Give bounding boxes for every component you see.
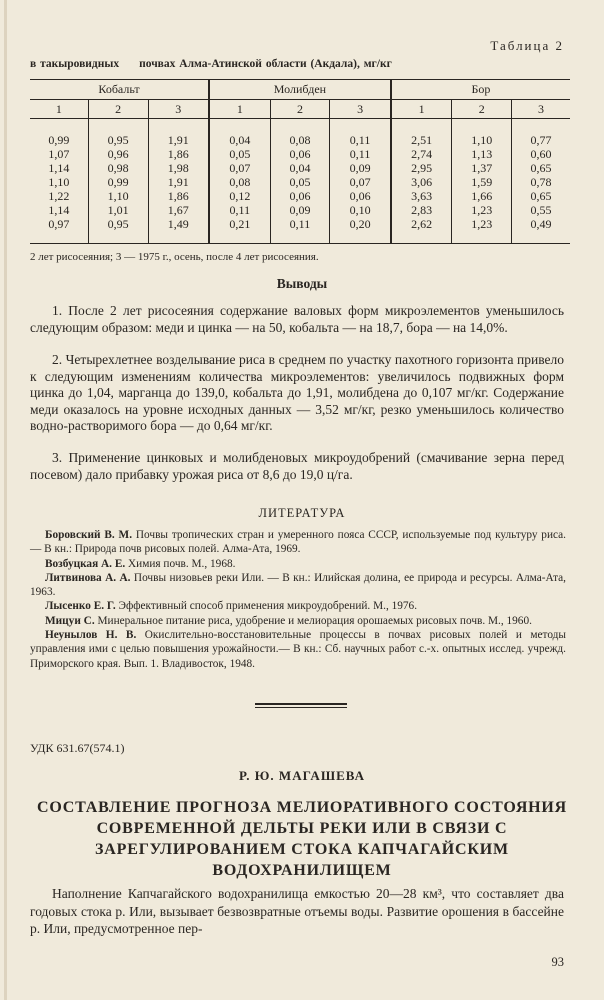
table-column — [270, 119, 330, 244]
table-cell: 0,99 — [107, 175, 129, 189]
table-cell: 0,07 — [229, 161, 251, 175]
reference-item — [30, 557, 566, 571]
table-footnote: 2 лет рисосеяния; 3 — 1975 г., осень, после 4 лет рисосеяния. — [30, 251, 319, 263]
table-column — [148, 119, 209, 244]
table-cell: 1,10 — [48, 175, 70, 189]
table-cell: 1,98 — [167, 161, 189, 175]
table-cell: 1,10 — [107, 189, 129, 203]
article-body: Наполнение Капчагайского водохранилища емкостью 20—28 км³, что составляет два годовых стока р. Или, вызывает безвозвратные отъемы воды. Развитие орошения в бассейне р. Или, предусмотренное пер- — [30, 886, 564, 936]
table-cell: 1,23 — [471, 203, 493, 217]
caption-right: почвах Алма-Атинской области (Акдала), мг/кг — [139, 58, 392, 70]
subheader: 3 — [330, 100, 391, 119]
udk-code: УДК 631.67(574.1) — [30, 741, 125, 755]
table-cell: 0,60 — [530, 147, 552, 161]
section-divider — [255, 703, 347, 710]
table-cell: 2,95 — [411, 161, 433, 175]
table-cell: 1,13 — [471, 147, 493, 161]
table-cell: 3,63 — [411, 189, 433, 203]
table-cell: 2,74 — [411, 147, 433, 161]
data-table — [30, 79, 570, 244]
table-cell: 0,10 — [349, 203, 371, 217]
reference-author: Боровский В. М. — [45, 529, 133, 541]
table-cell: 3,06 — [411, 175, 433, 189]
reference-author: Мицуи С. — [45, 614, 95, 627]
reference-item — [30, 571, 566, 600]
table-cell: 1,86 — [167, 189, 189, 203]
table-cell: 1,14 — [48, 203, 70, 217]
reference-text: Почвы тропических стран и умеренного пояса СССР, используемые под культуру риса. — В кн.: Природа почв рисовых полей. Алма-Ата, 1969. — [30, 529, 566, 556]
caption-left: в такыровидных — [30, 58, 120, 70]
table-label: Таблица 2 — [490, 38, 564, 53]
reference-item — [30, 628, 566, 671]
table-cell: 2,83 — [411, 203, 433, 217]
table-cell: 0,95 — [107, 217, 129, 231]
subheader: 2 — [452, 100, 512, 119]
article-title: СОСТАВЛЕНИЕ ПРОГНОЗА МЕЛИОРАТИВНОГО СОСТОЯНИЯ СОВРЕМЕННОЙ ДЕЛЬТЫ РЕКИ ИЛИ В СВЯЗИ С ЗАРЕГУЛИРОВАНИЕМ СТОКА КАПЧАГАЙСКИМ ВОДОХРАНИЛИЩЕМ — [36, 799, 568, 879]
table-cell: 2,51 — [411, 133, 433, 147]
table-column — [391, 119, 452, 244]
table-cell: 1,49 — [167, 217, 189, 231]
table-cell: 2,62 — [411, 217, 433, 231]
conclusions-title: Выводы — [276, 276, 328, 291]
table-cell: 0,09 — [349, 161, 371, 175]
reference-text: Минеральное питание риса, удобрение и мелиорация орошаемых рисовых почв. М., 1960. — [97, 614, 532, 627]
table-column — [30, 119, 88, 244]
table-cell: 0,96 — [107, 147, 129, 161]
page-edge-shadow — [4, 0, 7, 1000]
table-cell: 1,37 — [471, 161, 493, 175]
table-cell: 1,22 — [48, 189, 70, 203]
conclusion-item-2: 2. Четырехлетнее возделывание риса в среднем по участку пахотного горизонта привело к следующим изменениям количества микроэлементов: увеличилось подвижных форм цинка до 1,04, марганца до 139,0, кобальта до 1,91, молибдена до 0,107 мг/кг. Содержание меди оказалось на уровне исходных данных — 3,52 мг/кг, резко уменьшилось количество водно-растворимого бора — до 0,64 мг/кг. — [30, 352, 564, 433]
table-column — [512, 119, 570, 244]
subheader: 1 — [391, 100, 452, 119]
article-author: Р. Ю. МАГАШЕВА — [238, 768, 366, 783]
reference-author: Лысенко Е. Г. — [45, 600, 116, 613]
group-molybdenum: Молибден — [209, 80, 391, 100]
table-cell: 1,91 — [167, 133, 189, 147]
table-caption — [30, 58, 392, 70]
table-cell: 0,11 — [349, 147, 371, 161]
table-cell: 0,11 — [229, 203, 251, 217]
table-cell: 0,55 — [530, 203, 552, 217]
subheader: 2 — [88, 100, 148, 119]
subheader: 3 — [148, 100, 209, 119]
table-cell: 0,04 — [289, 161, 311, 175]
table-cell: 0,11 — [289, 217, 311, 231]
table-cell: 1,59 — [471, 175, 493, 189]
reference-author: Неунылов Н. В. — [45, 629, 137, 642]
table-cell: 1,66 — [471, 189, 493, 203]
reference-item — [30, 599, 566, 613]
subheader: 1 — [30, 100, 88, 119]
table-cell: 0,09 — [289, 203, 311, 217]
table-cell: 1,67 — [167, 203, 189, 217]
reference-text: Окислительно-восстановительные процессы в почвах рисовых полей и методы управления ими с целью повышения урожайности.— В кн.: Сб. научных работ с.-х. опытных исслед. учрежд. Приморского края. Вып. 1. Владивосток, 1948. — [30, 629, 566, 670]
table-column — [452, 119, 512, 244]
table-cell: 0,95 — [107, 133, 129, 147]
table-cell: 0,08 — [289, 133, 311, 147]
reference-text: Эффективный способ применения микроудобрений. М., 1976. — [118, 600, 418, 613]
table-cell: 1,01 — [107, 203, 129, 217]
table-cell: 0,49 — [530, 217, 552, 231]
reference-item — [30, 614, 566, 628]
page-number: 93 — [551, 955, 564, 969]
reference-author: Возбуцкая А. Е. — [45, 557, 126, 570]
conclusion-item-1: 1. После 2 лет рисосеяния содержание валовых форм микроэлементов уменьшилось следующим образом: меди и цинка — на 50, кобальта — на 18,7, бора — на 14,0%. — [30, 303, 564, 335]
table-cell: 0,12 — [229, 189, 251, 203]
table-column — [330, 119, 391, 244]
table-cell: 1,14 — [48, 161, 70, 175]
table-cell: 0,08 — [229, 175, 251, 189]
table-cell: 1,91 — [167, 175, 189, 189]
reference-text: Почвы низовьев реки Или. — В кн.: Илийская долина, ее природа и ресурсы. Алма-Ата, 1963. — [30, 571, 566, 599]
table-cell: 0,06 — [289, 189, 311, 203]
table-column — [88, 119, 148, 244]
table-cell: 0,05 — [289, 175, 311, 189]
group-boron: Бор — [391, 80, 570, 100]
reference-list — [30, 528, 566, 671]
table-cell: 0,21 — [229, 217, 251, 231]
reference-author: Литвинова А. А. — [45, 571, 131, 584]
literature-title: ЛИТЕРАТУРА — [258, 506, 346, 520]
subheader: 2 — [270, 100, 330, 119]
table-cell: 0,78 — [530, 175, 552, 189]
table-cell: 0,07 — [349, 175, 371, 189]
table-cell: 0,05 — [229, 147, 251, 161]
table-cell: 0,11 — [349, 133, 371, 147]
table-cell: 0,06 — [289, 147, 311, 161]
table-cell: 0,65 — [530, 161, 552, 175]
table-cell: 1,07 — [48, 147, 70, 161]
subheader: 1 — [209, 100, 270, 119]
table-cell: 0,20 — [349, 217, 371, 231]
subheader: 3 — [512, 100, 570, 119]
conclusion-item-3: 3. Применение цинковых и молибденовых микроудобрений (смачивание зерна перед посевом) дало прибавку урожая риса от 8,6 до 19,0 ц/га. — [30, 450, 564, 482]
reference-text: Химия почв. М., 1968. — [128, 557, 236, 570]
table-cell: 0,98 — [107, 161, 129, 175]
table-cell: 0,65 — [530, 189, 552, 203]
table-cell: 0,04 — [229, 133, 251, 147]
table-cell: 1,10 — [471, 133, 493, 147]
table-cell: 0,97 — [48, 217, 70, 231]
table-cell: 0,99 — [48, 133, 70, 147]
group-cobalt: Кобальт — [30, 80, 209, 100]
table-cell: 1,23 — [471, 217, 493, 231]
table-cell: 1,86 — [167, 147, 189, 161]
table-cell: 0,06 — [349, 189, 371, 203]
table-cell: 0,77 — [530, 133, 552, 147]
table-column — [209, 119, 270, 244]
reference-item — [30, 528, 566, 557]
